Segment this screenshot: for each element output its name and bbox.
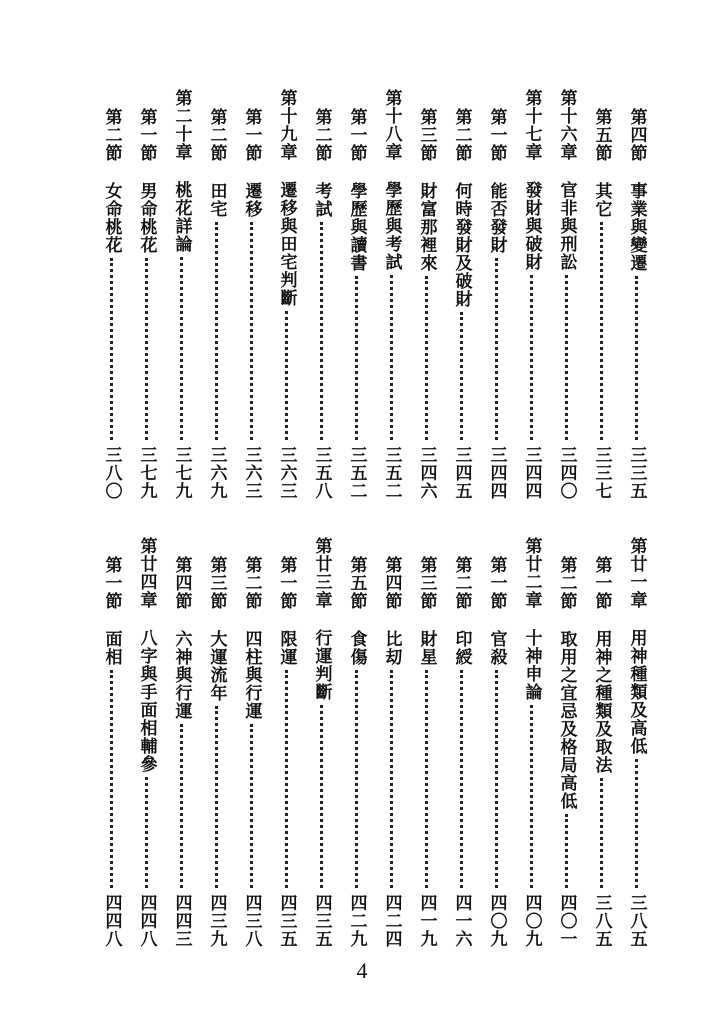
entry-page: 三八五 xyxy=(626,894,647,948)
dot-leader xyxy=(600,778,605,888)
toc-entry xyxy=(304,537,340,968)
dot-leader xyxy=(565,275,570,440)
entry-title: 財富那裡來 xyxy=(416,182,437,272)
toc-entry xyxy=(234,548,270,968)
toc-entry xyxy=(479,548,515,968)
entry-label: 第廿一章 xyxy=(626,537,647,609)
entry-page: 四二九 xyxy=(346,894,367,948)
entry-title: 大運流年 xyxy=(206,630,227,702)
entry-label: 第三節 xyxy=(416,108,437,162)
entry-page: 三八五 xyxy=(591,894,612,948)
entry-title: 何時發財及破財 xyxy=(451,182,472,308)
entry-page: 三七九 xyxy=(171,446,192,500)
entry-page: 三四五 xyxy=(451,446,472,500)
toc-top-block xyxy=(0,89,724,520)
entry-label: 第一節 xyxy=(346,108,367,162)
toc-entry xyxy=(164,548,200,968)
toc-entry xyxy=(129,537,165,968)
dot-leader xyxy=(635,759,640,888)
entry-title: 其它 xyxy=(591,182,612,218)
entry-label: 第十七章 xyxy=(521,89,542,161)
entry-label: 第四節 xyxy=(381,556,402,610)
entry-title: 桃花詳論 xyxy=(171,181,192,253)
dot-leader xyxy=(320,222,325,440)
dot-leader xyxy=(355,276,360,440)
entry-label: 第三節 xyxy=(206,556,227,610)
entry-title: 用神之種類及取法 xyxy=(591,630,612,774)
entry-title: 遷移 xyxy=(241,182,262,218)
entry-title: 取用之宜忌及格局高低 xyxy=(556,630,577,810)
toc-entry xyxy=(339,548,375,968)
dot-leader xyxy=(460,312,465,440)
entry-title: 官殺 xyxy=(486,630,507,666)
entry-title: 學歷與讀書 xyxy=(346,182,367,272)
entry-label: 第二節 xyxy=(556,556,577,610)
toc-entry xyxy=(409,100,445,520)
entry-label: 第一節 xyxy=(591,556,612,610)
entry-label: 第二節 xyxy=(451,108,472,162)
dot-leader xyxy=(145,258,150,440)
entry-page: 四〇九 xyxy=(486,894,507,948)
entry-page: 四二四 xyxy=(381,894,402,948)
entry-page: 三六三 xyxy=(276,446,297,500)
dot-leader xyxy=(390,275,395,440)
toc-entry xyxy=(619,100,655,520)
toc-entry xyxy=(374,548,410,968)
entry-page: 三八〇 xyxy=(101,446,122,500)
toc-entry xyxy=(409,548,445,968)
entry-label: 第廿三章 xyxy=(311,537,332,609)
entry-title: 限運 xyxy=(276,630,297,666)
dot-leader xyxy=(390,670,395,888)
dot-leader xyxy=(495,670,500,888)
toc-entry xyxy=(269,89,305,520)
toc-entry xyxy=(304,100,340,520)
toc-entry xyxy=(374,89,410,520)
dot-leader xyxy=(145,777,150,888)
dot-leader xyxy=(110,258,115,440)
dot-leader xyxy=(285,670,290,888)
entry-label: 第一節 xyxy=(486,556,507,610)
entry-title: 官非與刑訟 xyxy=(556,181,577,271)
dot-leader xyxy=(215,222,220,440)
entry-page: 四四八 xyxy=(101,894,122,948)
dot-leader xyxy=(180,724,185,888)
entry-page: 三七九 xyxy=(136,446,157,500)
dot-leader xyxy=(460,670,465,888)
entry-title: 財星 xyxy=(416,630,437,666)
entry-title: 遷移與田宅判斷 xyxy=(276,181,297,307)
toc-entry xyxy=(339,100,375,520)
entry-page: 四三五 xyxy=(276,894,297,948)
entry-page: 四三九 xyxy=(206,894,227,948)
toc-entry xyxy=(444,548,480,968)
toc-entry xyxy=(94,548,130,968)
toc-entry xyxy=(199,548,235,968)
entry-page: 三三七 xyxy=(591,446,612,500)
entry-title: 六神與行運 xyxy=(171,630,192,720)
entry-title: 比刧 xyxy=(381,630,402,666)
toc-entry xyxy=(269,548,305,968)
entry-page: 四〇一 xyxy=(556,894,577,948)
entry-label: 第三節 xyxy=(416,556,437,610)
entry-page: 四一六 xyxy=(451,894,472,948)
entry-label: 第二節 xyxy=(101,108,122,162)
toc-entry xyxy=(514,89,550,520)
dot-leader xyxy=(565,814,570,888)
entry-title: 八字與手面相輔參 xyxy=(136,629,157,773)
entry-title: 學歷與考試 xyxy=(381,181,402,271)
entry-title: 田宅 xyxy=(206,182,227,218)
entry-label: 第十六章 xyxy=(556,89,577,161)
entry-title: 男命桃花 xyxy=(136,182,157,254)
entry-title: 用神種類及高低 xyxy=(626,629,647,755)
toc-entry xyxy=(129,100,165,520)
dot-leader xyxy=(215,706,220,888)
entry-page: 四四八 xyxy=(136,894,157,948)
toc-entry xyxy=(584,100,620,520)
entry-title: 印綬 xyxy=(451,630,472,666)
entry-label: 第廿二章 xyxy=(521,537,542,609)
dot-leader xyxy=(110,670,115,888)
entry-page: 四三八 xyxy=(241,894,262,948)
entry-page: 三四四 xyxy=(486,446,507,500)
toc-entry xyxy=(479,100,515,520)
entry-label: 第四節 xyxy=(171,556,192,610)
entry-page: 四四三 xyxy=(171,894,192,948)
toc-entry xyxy=(619,537,655,968)
entry-title: 事業與變遷 xyxy=(626,182,647,272)
entry-label: 第二節 xyxy=(451,556,472,610)
entry-label: 第五節 xyxy=(346,556,367,610)
entry-title: 食傷 xyxy=(346,630,367,666)
entry-page: 三六三 xyxy=(241,446,262,500)
entry-label: 第一節 xyxy=(486,108,507,162)
entry-page: 三六九 xyxy=(206,446,227,500)
entry-title: 四柱與行運 xyxy=(241,630,262,720)
entry-label: 第一節 xyxy=(241,108,262,162)
dot-leader xyxy=(425,276,430,440)
toc-entry xyxy=(549,89,585,520)
entry-page: 三四四 xyxy=(521,446,542,500)
entry-page: 四三五 xyxy=(311,894,332,948)
dot-leader xyxy=(250,724,255,888)
toc-entry xyxy=(234,100,270,520)
dot-leader xyxy=(250,222,255,440)
entry-page: 三四〇 xyxy=(556,446,577,500)
entry-label: 第四節 xyxy=(626,108,647,162)
entry-title: 面相 xyxy=(101,630,122,666)
entry-title: 女命桃花 xyxy=(101,182,122,254)
entry-title: 行運判斷 xyxy=(311,629,332,701)
entry-title: 發財與破財 xyxy=(521,181,542,271)
toc-entry xyxy=(444,100,480,520)
entry-title: 能否發財 xyxy=(486,182,507,254)
entry-label: 第十八章 xyxy=(381,89,402,161)
entry-title: 考試 xyxy=(311,182,332,218)
entry-page: 三五二 xyxy=(346,446,367,500)
entry-page: 三五二 xyxy=(381,446,402,500)
toc-entry xyxy=(94,100,130,520)
entry-label: 第二節 xyxy=(311,108,332,162)
dot-leader xyxy=(285,311,290,440)
entry-page: 四〇九 xyxy=(521,894,542,948)
entry-label: 第五節 xyxy=(591,108,612,162)
page-number: 4 xyxy=(356,958,368,983)
toc-entry xyxy=(514,537,550,968)
entry-page: 三四六 xyxy=(416,446,437,500)
dot-leader xyxy=(180,257,185,440)
entry-page: 三五八 xyxy=(311,446,332,500)
entry-title: 十神申論 xyxy=(521,629,542,701)
toc-entry xyxy=(584,548,620,968)
entry-label: 第十九章 xyxy=(276,89,297,161)
toc-entry xyxy=(549,548,585,968)
entry-label: 第一節 xyxy=(136,108,157,162)
dot-leader xyxy=(530,705,535,888)
entry-label: 第二節 xyxy=(241,556,262,610)
toc-entry xyxy=(199,100,235,520)
entry-label: 第二十章 xyxy=(171,89,192,161)
dot-leader xyxy=(425,670,430,888)
entry-page: 三三五 xyxy=(626,446,647,500)
entry-label: 第一節 xyxy=(276,556,297,610)
entry-label: 第廿四章 xyxy=(136,537,157,609)
dot-leader xyxy=(355,670,360,888)
toc-bottom-block xyxy=(0,537,724,968)
entry-page: 四一九 xyxy=(416,894,437,948)
dot-leader xyxy=(320,705,325,888)
dot-leader xyxy=(635,276,640,440)
entry-label: 第二節 xyxy=(206,108,227,162)
dot-leader xyxy=(600,222,605,440)
dot-leader xyxy=(495,258,500,440)
entry-label: 第一節 xyxy=(101,556,122,610)
dot-leader xyxy=(530,275,535,440)
toc-entry xyxy=(164,89,200,520)
